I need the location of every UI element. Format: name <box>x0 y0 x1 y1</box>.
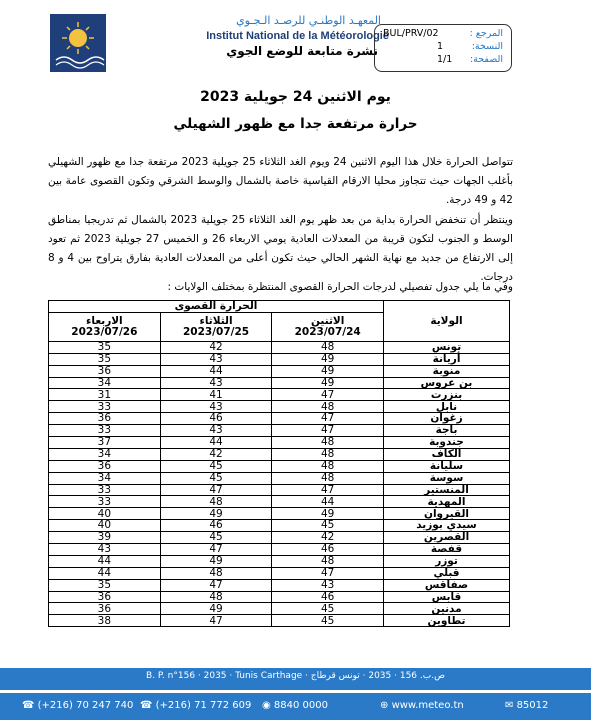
mail-icon: ✉ <box>505 700 517 711</box>
sun-compass-logo-icon <box>50 14 106 72</box>
table-row <box>49 508 510 520</box>
postal-code: ✉ 85012 <box>505 700 549 711</box>
monday-temp-cell: 45 <box>272 615 384 627</box>
institute-logo <box>50 14 106 72</box>
monday-temp-cell: 47 <box>272 484 384 496</box>
table-row <box>49 603 510 615</box>
paragraph: وفي ما يلي جدول تفصيلي لدرجات الحرارة القصوى المنتظرة بمختلف الولايات : <box>167 281 513 293</box>
wednesday-temp-cell: 40 <box>49 508 161 520</box>
wednesday-temp-cell: 33 <box>49 401 161 413</box>
table-row <box>49 448 510 460</box>
reference-code: BUL/PRV/02 <box>383 28 439 39</box>
monday-temp-cell: 46 <box>272 591 384 603</box>
wilaya-cell: القصرين <box>384 532 510 544</box>
table-row <box>49 615 510 627</box>
footer <box>0 658 591 720</box>
wednesday-temp-cell: 33 <box>49 484 161 496</box>
tuesday-temp-cell: 43 <box>160 401 272 413</box>
day-date: 2023/07/25 <box>182 325 250 338</box>
monday-temp-cell: 45 <box>272 520 384 532</box>
wednesday-temp-cell: 34 <box>49 448 161 460</box>
monday-temp-cell: 49 <box>272 377 384 389</box>
tuesday-temp-cell: 45 <box>160 472 272 484</box>
tuesday-temp-cell: 49 <box>160 508 272 520</box>
tuesday-temp-cell: 46 <box>160 413 272 425</box>
wednesday-temp-cell: 34 <box>49 472 161 484</box>
monday-temp-cell: 43 <box>272 579 384 591</box>
tuesday-temp-cell: 42 <box>160 448 272 460</box>
table-row <box>49 579 510 591</box>
tuesday-temp-cell: 48 <box>160 591 272 603</box>
wednesday-temp-cell: 36 <box>49 413 161 425</box>
table-row <box>49 544 510 556</box>
paragraph: تتواصل الحرارة خلال هذا اليوم الاثنين 24 ويوم الغد الثلاثاء 25 جويلية 2023 مرتفعة جدا مع ظهور الشهيلي بأغلب الجهات حيث تتجاوز محليا الارقام القياسية خاصة بالشمال والوسط الشرقي وتكون القصوى عامة بين 42 و 49 درجة. <box>48 156 513 206</box>
phone-icon: ☎ <box>22 700 38 711</box>
tuesday-temp-cell: 46 <box>160 520 272 532</box>
day-header <box>160 312 272 341</box>
table-row <box>49 341 510 353</box>
wilaya-cell: بنزرت <box>384 389 510 401</box>
table-row <box>49 401 510 413</box>
wilaya-cell: قبلي <box>384 567 510 579</box>
reference-label: المرجع : <box>469 28 503 39</box>
temperature-table <box>48 300 510 627</box>
wilaya-cell: سوسة <box>384 472 510 484</box>
fax-icon: ☎ <box>140 700 156 711</box>
wednesday-temp-cell: 34 <box>49 377 161 389</box>
tuesday-temp-cell: 43 <box>160 425 272 437</box>
table-row <box>49 389 510 401</box>
table-row <box>49 353 510 365</box>
wilaya-cell: أريانة <box>384 353 510 365</box>
footer-address: B. P. n°156 · 2035 · Tunis Carthage · ص.ب. 156 · 2035 · تونس قرطاج <box>146 671 445 681</box>
table-row <box>49 555 510 567</box>
wilaya-cell: توزر <box>384 555 510 567</box>
monday-temp-cell: 44 <box>272 496 384 508</box>
tuesday-temp-cell: 44 <box>160 365 272 377</box>
tuesday-temp-cell: 47 <box>160 579 272 591</box>
tuesday-temp-cell: 49 <box>160 603 272 615</box>
website-link[interactable]: ⊕ www.meteo.tn <box>380 700 464 711</box>
max-temp-header: الحرارة القصوى <box>49 301 384 313</box>
table-row <box>49 460 510 472</box>
wednesday-temp-cell: 35 <box>49 579 161 591</box>
page-title: يوم الاثنين 24 جويلية 2023 <box>200 89 391 105</box>
globe-icon: ⊕ <box>380 700 392 711</box>
tuesday-temp-cell: 43 <box>160 377 272 389</box>
wilaya-cell: مدنين <box>384 603 510 615</box>
wilaya-cell: نابل <box>384 401 510 413</box>
wilaya-cell: قابس <box>384 591 510 603</box>
monday-temp-cell: 47 <box>272 567 384 579</box>
phone-2: ☎ (+216) 71 772 609 <box>140 700 252 711</box>
table-row <box>49 532 510 544</box>
version-label: النسخة: <box>471 41 503 52</box>
wednesday-temp-cell: 36 <box>49 460 161 472</box>
monday-temp-cell: 48 <box>272 401 384 413</box>
tuesday-temp-cell: 43 <box>160 353 272 365</box>
day-header <box>49 312 161 341</box>
table-row <box>49 365 510 377</box>
phone-1: ☎ (+216) 70 247 740 <box>22 700 134 711</box>
table-row <box>49 591 510 603</box>
monday-temp-cell: 47 <box>272 389 384 401</box>
wilaya-cell: تطاوين <box>384 615 510 627</box>
wednesday-temp-cell: 35 <box>49 353 161 365</box>
day-name: الاثنين <box>310 315 345 328</box>
tuesday-temp-cell: 44 <box>160 437 272 449</box>
monday-temp-cell: 46 <box>272 544 384 556</box>
monday-temp-cell: 48 <box>272 341 384 353</box>
table-row <box>49 484 510 496</box>
wilaya-cell: زغوان <box>384 413 510 425</box>
table-body <box>49 341 510 626</box>
table-row <box>49 437 510 449</box>
wilaya-cell: سيدي بوزيد <box>384 520 510 532</box>
monday-temp-cell: 48 <box>272 472 384 484</box>
day-date: 2023/07/24 <box>294 325 361 338</box>
page-value: 1/1 <box>437 54 453 65</box>
tuesday-temp-cell: 45 <box>160 532 272 544</box>
table-row <box>49 472 510 484</box>
wilaya-cell: صفاقس <box>384 579 510 591</box>
wednesday-temp-cell: 36 <box>49 365 161 377</box>
wednesday-temp-cell: 44 <box>49 567 161 579</box>
table-row <box>49 567 510 579</box>
wednesday-temp-cell: 43 <box>49 544 161 556</box>
wednesday-temp-cell: 31 <box>49 389 161 401</box>
monday-temp-cell: 49 <box>272 365 384 377</box>
day-name: الثلاثاء <box>199 315 233 328</box>
day-name: الاربعاء <box>86 315 123 328</box>
wilaya-cell: المنستير <box>384 484 510 496</box>
version-value: 1 <box>437 41 444 52</box>
wilaya-cell: سليانة <box>384 460 510 472</box>
table-row <box>49 377 510 389</box>
call-icon: ◉ <box>262 700 274 711</box>
monday-temp-cell: 45 <box>272 603 384 615</box>
wednesday-temp-cell: 36 <box>49 603 161 615</box>
tuesday-temp-cell: 47 <box>160 484 272 496</box>
wednesday-temp-cell: 33 <box>49 496 161 508</box>
table-row <box>49 413 510 425</box>
wednesday-temp-cell: 35 <box>49 341 161 353</box>
tuesday-temp-cell: 41 <box>160 389 272 401</box>
paragraph: وينتظر أن تنخفض الحرارة بداية من بعد ظهر يوم الغد الثلاثاء 25 جويلية 2023 بالشمال ثم تدريجيا بمناطق الوسط و الجنوب لتكون قريبة من المعدلات العادية يومي الاربعاء 26 و الخميس 27 جويلية 2023 ثم تعود إلى الارتفاع من جديد مع نهاية الشهر الحالي حيث تكون أعلى من المعدلات العادية بفارق يتراوح بين 4 و 8 درجات. <box>48 214 513 283</box>
tuesday-temp-cell: 47 <box>160 615 272 627</box>
wilaya-cell: باجة <box>384 425 510 437</box>
wednesday-temp-cell: 33 <box>49 425 161 437</box>
tuesday-temp-cell: 48 <box>160 496 272 508</box>
monday-temp-cell: 47 <box>272 425 384 437</box>
page-label: الصفحة: <box>469 54 503 65</box>
day-header <box>272 312 384 341</box>
monday-temp-cell: 48 <box>272 437 384 449</box>
wilaya-cell: جندوبة <box>384 437 510 449</box>
wilaya-cell: منوبة <box>384 365 510 377</box>
tuesday-temp-cell: 47 <box>160 544 272 556</box>
monday-temp-cell: 47 <box>272 413 384 425</box>
wilaya-cell: الكاف <box>384 448 510 460</box>
wilaya-cell: بن عروس <box>384 377 510 389</box>
bulletin-title: نشرة متابعة للوضع الجوي <box>226 44 378 58</box>
institute-name-fr: Institut National de la Météorologie <box>206 30 389 42</box>
wednesday-temp-cell: 39 <box>49 532 161 544</box>
monday-temp-cell: 42 <box>272 532 384 544</box>
wednesday-temp-cell: 38 <box>49 615 161 627</box>
table-row <box>49 520 510 532</box>
phone-3: ◉ 8840 0000 <box>262 700 328 711</box>
tuesday-temp-cell: 49 <box>160 555 272 567</box>
wilaya-header: الولاية <box>384 301 510 342</box>
wilaya-cell: المهدية <box>384 496 510 508</box>
institute-name-ar: المعهـد الوطنـي للرصـد الـجـوي <box>236 14 381 27</box>
monday-temp-cell: 48 <box>272 460 384 472</box>
tuesday-temp-cell: 45 <box>160 460 272 472</box>
monday-temp-cell: 49 <box>272 508 384 520</box>
page-subtitle: حرارة مرتفعة جدا مع ظهور الشهيلي <box>173 116 418 132</box>
tuesday-temp-cell: 42 <box>160 341 272 353</box>
monday-temp-cell: 48 <box>272 555 384 567</box>
monday-temp-cell: 49 <box>272 353 384 365</box>
wednesday-temp-cell: 44 <box>49 555 161 567</box>
wednesday-temp-cell: 37 <box>49 437 161 449</box>
tuesday-temp-cell: 48 <box>160 567 272 579</box>
wednesday-temp-cell: 40 <box>49 520 161 532</box>
monday-temp-cell: 48 <box>272 448 384 460</box>
wilaya-cell: تونس <box>384 341 510 353</box>
reference-box <box>374 24 512 72</box>
table-row <box>49 496 510 508</box>
table-row <box>49 425 510 437</box>
wednesday-temp-cell: 36 <box>49 591 161 603</box>
day-date: 2023/07/26 <box>71 325 138 338</box>
wilaya-cell: القيروان <box>384 508 510 520</box>
wilaya-cell: قفصة <box>384 544 510 556</box>
